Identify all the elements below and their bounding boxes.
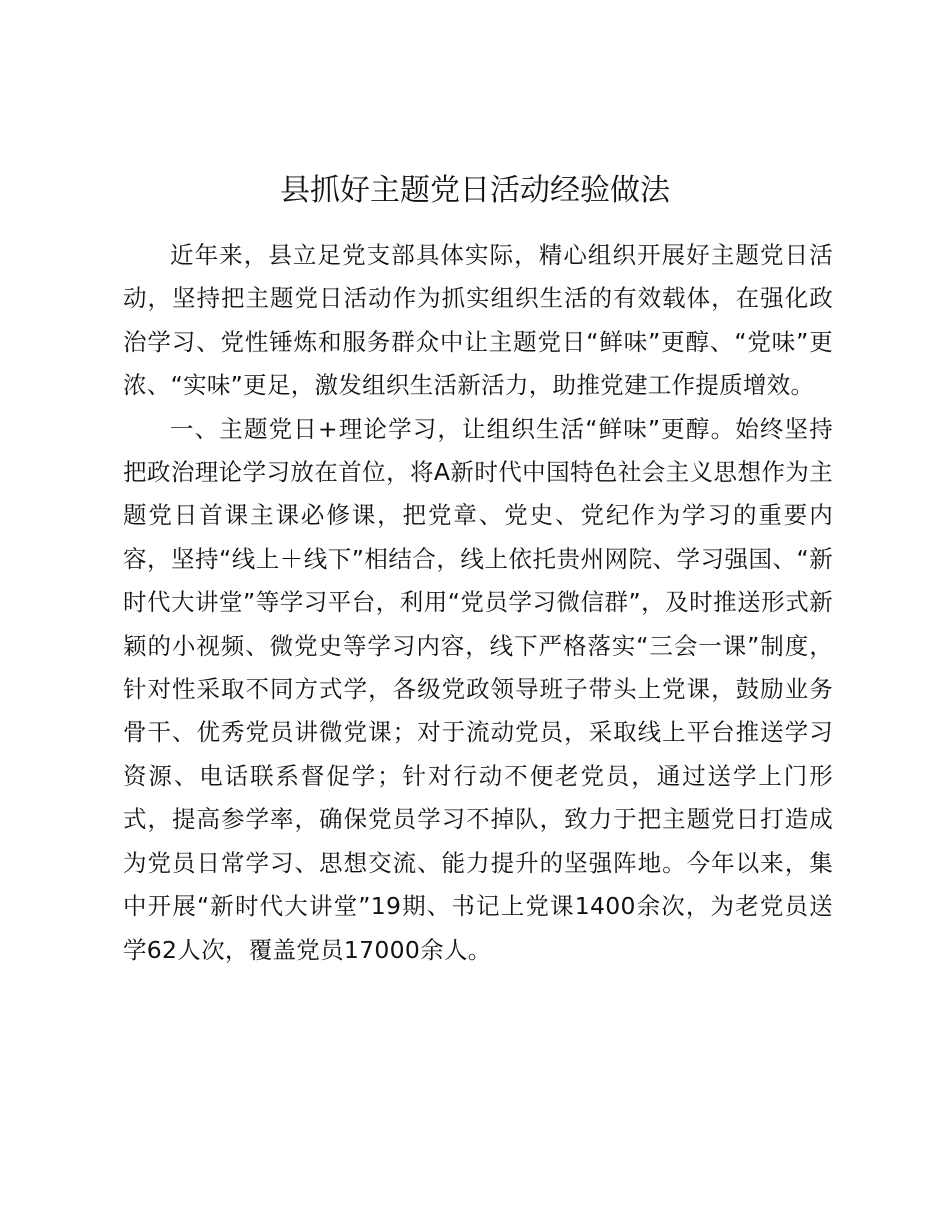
document-title: 县抓好主题党日活动经验做法 — [280, 173, 670, 208]
section-one-paragraph — [123, 408, 833, 972]
intro-paragraph-text: 近年来，县立足党支部具体实际，精心组织开展好主题党日活动，坚持把主题党日活动作为抓实组织生活的有效载体，在强化政治学习、党性锤炼和服务群众中让主题党日“鲜味”更醇、“党味”更浓、“实味”更足，激发组织生活新活力，助推党建工作提质增效。 — [123, 241, 833, 400]
document-body — [123, 234, 833, 972]
section-one-text: 始终坚持把政治理论学习放在首位，将A新时代中国特色社会主义思想作为主题党日首课主课必修课，把党章、党史、党纪作为学习的重要内容，坚持“线上＋线下”相结合，线上依托贵州网院、学习强国、“新时代大讲堂”等学习平台，利用“党员学习微信群”，及时推送形式新颖的小视频、微党史等学习内容，线下严格落实“三会一课”制度，针对性采取不同方式学，各级党政领导班子带头上党课，鼓励业务骨干、优秀党员讲微党课；对于流动党员，采取线上平台推送学习资源、电话联系督促学；针对行动不便老党员，通过送学上门形式，提高参学率，确保党员学习不掉队，致力于把主题党日打造成为党员日常学习、思想交流、能力提升的坚强阵地。今年以来，集中开展“新时代大讲堂”19期、书记上党课1400余次，为老党员送学62人次，覆盖党员17000余人。 — [123, 414, 833, 964]
intro-paragraph — [123, 234, 833, 408]
section-one-heading: 一、主题党日+理论学习，让组织生活“鲜味”更醇。 — [170, 414, 736, 443]
